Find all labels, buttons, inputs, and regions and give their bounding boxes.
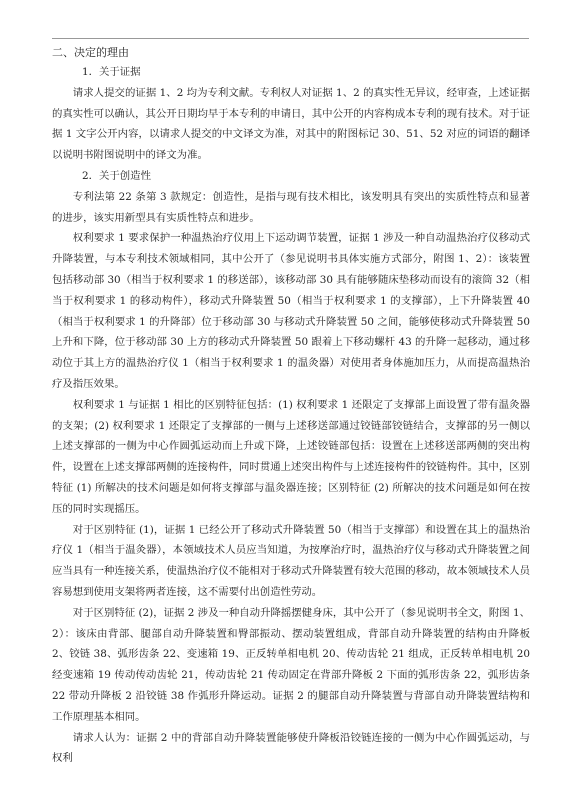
paragraph: 专利法第 22 条第 3 款规定：创造性，是指与现有技术相比，该发明具有突出的实质性特点和显著的进步，该实用新型具有实质性特点和进步。 [52,190,530,224]
subsection-heading: 2．关于创造性 [82,169,151,182]
paragraph: 对于区别特征 (1)，证据 1 已经公开了移动式升降装置 50（相当于支撑部）和设置在其上的温热治疗仪 1（相当于温灸器），本领域技术人员应当知道，为按摩治疗时，温热治疗仪与移动式升降装置之间应当具有一种连接关系，使温热治疗仪不能相对于移动式升降装置有较大范围的移动，故本领域技术人员容易想到使用支架将两者连接，这不需要付出创造性劳动。 [52,523,530,598]
document-body [52,62,530,769]
paragraph: 请求人认为：证据 2 中的背部自动升降装置能够使升降板沿铰链连接的一侧为中心作圆弧运动，与权利 [52,731,530,765]
paragraph: 权利要求 1 与证据 1 相比的区别特征包括：(1) 权利要求 1 还限定了支撑部上面设置了带有温灸器的支架；(2) 权利要求 1 还限定了支撑部的一侧与上述移送部通过铰链部铰链结合，支撑部的另一侧以上述支撑部的一侧为中心作圆弧运动而上升或下降，上述铰链部包括：设置在上述移送部两侧的突出构件，设置在上述支撑部两侧的连接构件，同时贯通上述突出构件与上述连接构件的铰链构件。其中，区别特征 (1) 所解决的技术问题是如何将支撑部与温灸器连接；区别特征 (2) 所解决的技术问题是如何在按压的同时实现摇压。 [52,398,530,515]
paragraph: 请求人提交的证据 1、2 均为专利文献。专利权人对证据 1、2 的真实性无异议，经审查，上述证据的真实性可以确认，其公开日期均早于本专利的申请日，其中公开的内容构成本专利的现有技术。对于证据 1 文字公开内容，以请求人提交的中文译文为准，对其中的附图标记 30、51、52 对应的词语的翻译以说明书附图说明中的译文为准。 [52,86,530,162]
header-rule [52,38,529,39]
section-title: 二、决定的理由 [52,46,129,59]
subsection-heading: 1．关于证据 [82,66,141,78]
paragraph: 对于区别特征 (2)，证据 2 涉及一种自动升降摇摆健身床，其中公开了（参见说明书全文，附图 1、2）：该床由背部、腿部自动升降装置和臀部振动、摆动装置组成，背部自动升降装置的结构由升降板 2、铰链 38、弧形齿条 22、变速箱 19、正反转单相电机 20、传动齿轮 21 组成，正反转单相电机 20 经变速箱 19 传动传动齿轮 21，传动齿轮 21 传动固定在背部升降板 2 下面的弧形齿条 22，弧形齿条 22 带动升降板 2 沿铰链 38 作弧形升降运动。证据 2 的腿部自动升降装置与背部自动升降装置结构和工作原理基本相同。 [52,606,530,723]
paragraph: 权利要求 1 要求保护一种温热治疗仪用上下运动调节装置，证据 1 涉及一种自动温热治疗仪移动式升降装置，与本专利技术领域相同，其中公开了（参见说明书具体实施方式部分，附图 1、2）：该装置包括移动部 30（相当于权利要求 1 的移送部），该移动部 30 具有能够随床垫移动而设有的滚筒 32（相当于权利要求 1 的移动构件），移动式升降装置 50（相当于权利要求 1 的支撑部），上下升降装置 40（相当于权利要求 1 的升降部）位于移动部 30 与移动式升降装置 50 之间，能够使移动式升降装置 50 上升和下降，位于移动部 30 上方的移动式升降装置 50 跟着上下移动螺杆 43 的升降一起移动，通过移动位于其上方的温热治疗仪 1（相当于权利要求 1 的温灸器）对使用者身体施加压力，从而提高温热治疗及指压效果。 [52,232,530,390]
